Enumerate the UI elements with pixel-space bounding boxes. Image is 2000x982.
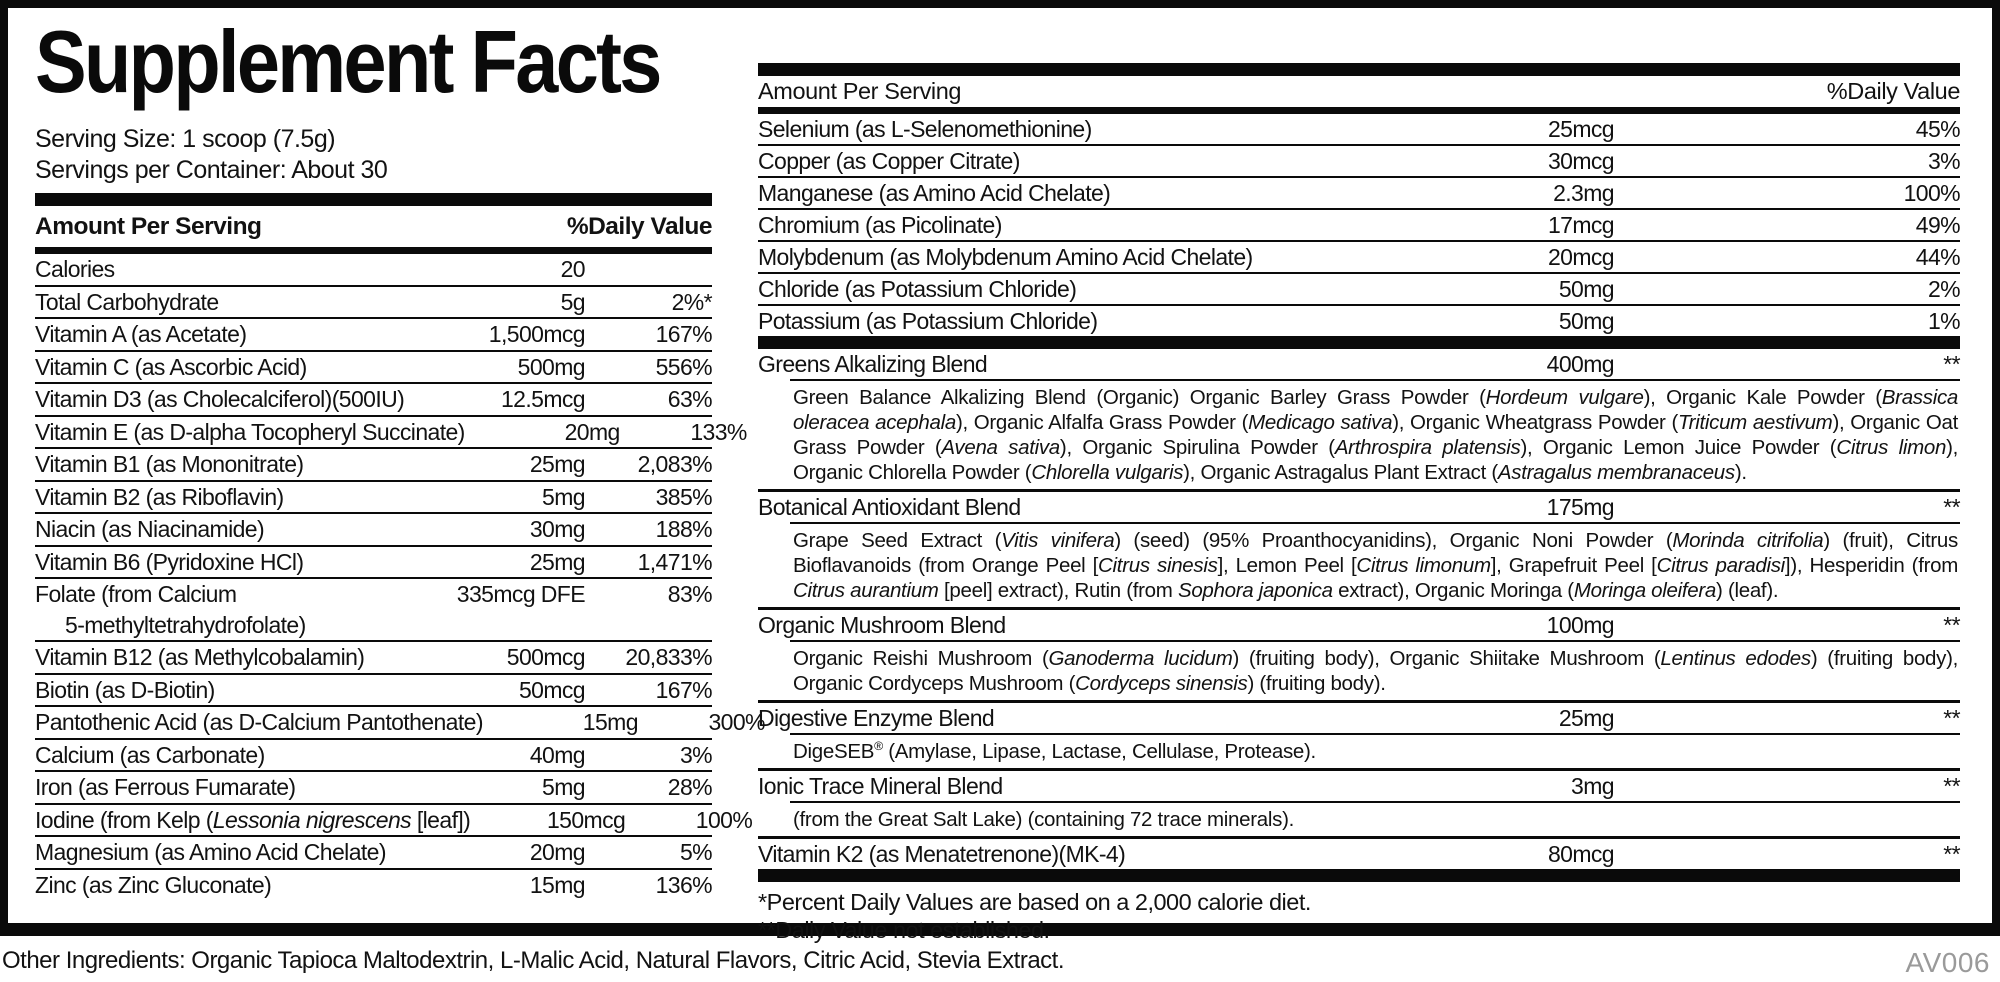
blend-name: Organic Mushroom Blend — [758, 612, 1006, 638]
blend-dv: ** — [1943, 841, 1960, 867]
header-amount-label: Amount Per Serving — [35, 213, 262, 240]
blend-dv: ** — [1943, 351, 1960, 377]
blend-section — [758, 703, 1960, 771]
blend-dv: ** — [1943, 612, 1960, 638]
nutrient-name — [35, 772, 430, 803]
nutrient-name-text: Vitamin B2 (as Riboflavin) — [35, 483, 284, 510]
blend-amount: 175mg — [1546, 494, 1614, 520]
table-row — [35, 382, 712, 415]
nutrient-name: Manganese (as Amino Acid Chelate) — [758, 180, 1111, 206]
blend-dv: ** — [1943, 705, 1960, 731]
nutrient-dv: 45% — [1915, 116, 1960, 142]
nutrient-dv: 300% — [708, 709, 765, 735]
nutrient-name — [35, 837, 430, 868]
blend-description: DigeSEB® (Amylase, Lipase, Lactase, Cellulase, Protease). — [790, 733, 1960, 768]
nutrient-amount: 15mg — [529, 871, 585, 898]
table-row — [35, 835, 712, 868]
nutrient-name — [35, 482, 430, 513]
nutrient-amount: 335mcg DFE — [456, 581, 585, 607]
divider-bar-medium — [35, 247, 712, 254]
nutrient-name — [35, 870, 430, 901]
nutrient-dv: 1% — [1927, 308, 1960, 334]
table-row — [35, 803, 753, 836]
nutrient-name — [35, 319, 430, 350]
table-row — [758, 304, 1960, 336]
nutrient-name: Potassium (as Potassium Chloride) — [758, 308, 1098, 334]
footnote-daily-values: *Percent Daily Values are based on a 2,000 calorie diet. — [758, 889, 1311, 915]
nutrient-dv: 5% — [679, 839, 712, 865]
nutrient-name-text: Biotin (as D-Biotin) — [35, 676, 215, 703]
table-row — [35, 577, 712, 640]
right-table-header — [758, 76, 1960, 107]
table-row — [35, 640, 712, 673]
table-row — [35, 317, 712, 350]
table-row — [35, 868, 712, 901]
nutrient-dv: 44% — [1915, 244, 1960, 270]
nutrient-name-text: Calories — [35, 256, 115, 282]
table-row — [35, 673, 712, 706]
blend-amount: 25mg — [1558, 705, 1614, 731]
nutrient-name-text: Total Carbohydrate — [35, 288, 219, 315]
header-dv-label: %Daily Value — [566, 213, 712, 240]
nutrient-dv: 100% — [1903, 180, 1960, 206]
nutrient-name-text: Vitamin D3 (as Cholecalciferol)(500IU) — [35, 386, 405, 412]
nutrient-name — [35, 352, 430, 383]
nutrient-name — [35, 417, 465, 448]
nutrient-name — [35, 707, 483, 738]
blend-description: Organic Reishi Mushroom (Ganoderma lucidum) (fruiting body), Organic Shiitake Mushroom (Lentinus edodes) (fruiting body), Organic Cordyceps Mushroom (Cordyceps sinensis) (fruiting body). — [790, 640, 1960, 700]
nutrient-amount: 5g — [560, 288, 585, 315]
serving-size: Serving Size: 1 scoop (7.5g) — [35, 125, 336, 153]
table-row — [35, 254, 712, 285]
nutrient-name — [35, 449, 430, 480]
blend-name: Digestive Enzyme Blend — [758, 705, 995, 731]
nutrient-name: Chloride (as Potassium Chloride) — [758, 276, 1077, 302]
table-row — [35, 545, 712, 578]
blend-dv: ** — [1943, 773, 1960, 799]
table-row — [35, 285, 712, 318]
left-table-header — [35, 206, 712, 247]
blend-amount: 100mg — [1546, 612, 1614, 638]
nutrient-name-text: Zinc (as Zinc Gluconate) — [35, 871, 272, 898]
nutrient-amount: 20mcg — [1547, 244, 1614, 270]
nutrient-amount: 25mg — [529, 451, 585, 477]
table-row — [758, 240, 1960, 272]
nutrient-name-text: Vitamin E (as D-alpha Tocopheryl Succinate) — [35, 418, 465, 445]
nutrient-name-text: Vitamin B1 (as Mononitrate) — [35, 451, 304, 477]
blend-dv: ** — [1943, 494, 1960, 520]
nutrient-dv: 63% — [667, 386, 712, 412]
nutrient-dv: 2% — [1927, 276, 1960, 302]
nutrient-amount: 20mg — [564, 418, 620, 445]
divider-bar-medium — [758, 107, 1960, 114]
nutrient-name — [35, 740, 430, 771]
blend-sections — [758, 349, 1960, 869]
nutrient-name-text: Vitamin B6 (Pyridoxine HCl) — [35, 548, 304, 575]
left-column — [35, 8, 765, 923]
nutrient-name-text: Magnesium (as Amino Acid Chelate) — [35, 839, 386, 865]
nutrient-dv: 2,083% — [637, 451, 712, 477]
table-row — [758, 114, 1960, 144]
table-row — [758, 176, 1960, 208]
nutrient-dv: 167% — [655, 676, 712, 703]
nutrient-name — [35, 579, 430, 640]
nutrient-amount: 20mg — [529, 839, 585, 865]
nutrient-name-text: Vitamin B12 (as Methylcobalamin) — [35, 644, 365, 670]
nutrient-amount: 150mcg — [546, 806, 626, 833]
table-row — [35, 480, 712, 513]
blend-amount: 400mg — [1546, 351, 1614, 377]
nutrient-amount: 12.5mcg — [500, 386, 585, 412]
footnotes — [758, 888, 1960, 944]
nutrient-dv: 556% — [655, 353, 712, 380]
supplement-facts-title: Supplement Facts — [35, 12, 660, 111]
nutrient-amount: 500mcg — [506, 644, 585, 670]
nutrient-name — [35, 805, 470, 836]
nutrient-name — [35, 254, 430, 285]
nutrient-amount: 30mcg — [1547, 148, 1614, 174]
nutrient-name: Molybdenum (as Molybdenum Amino Acid Chelate) — [758, 244, 1253, 270]
nutrient-amount: 50mcg — [518, 676, 585, 703]
blend-section — [758, 492, 1960, 610]
blend-row — [758, 839, 1960, 869]
table-row — [758, 272, 1960, 304]
nutrient-amount: 500mg — [517, 353, 585, 380]
nutrient-amount: 5mg — [542, 774, 585, 800]
nutrient-name-text: Iron (as Ferrous Fumarate) — [35, 774, 296, 800]
nutrient-name-text: Iodine (from Kelp (Lessonia nigrescens [leaf]) — [35, 806, 471, 833]
blend-row — [758, 771, 1960, 801]
blend-row — [758, 610, 1960, 640]
nutrient-name-text: Niacin (as Niacinamide) — [35, 516, 265, 542]
product-code: AV006 — [1905, 947, 1990, 978]
nutrient-amount: 40mg — [529, 741, 585, 768]
nutrient-dv: 1,471% — [637, 548, 712, 575]
blend-section — [758, 839, 1960, 869]
nutrient-amount: 2.3mg — [1553, 180, 1614, 206]
blend-section — [758, 349, 1960, 492]
nutrient-dv: 133% — [690, 418, 747, 445]
nutrient-name: Copper (as Copper Citrate) — [758, 148, 1020, 174]
footnote-not-established: **Daily Value not established. — [758, 917, 1050, 943]
right-column — [758, 8, 1960, 943]
nutrient-amount: 1,500mcg — [488, 321, 585, 347]
nutrient-name-text: Folate (from Calcium — [35, 581, 237, 607]
table-row — [35, 512, 712, 545]
table-row — [758, 208, 1960, 240]
serving-info — [35, 124, 712, 186]
table-row — [35, 350, 712, 383]
nutrient-dv: 20,833% — [625, 644, 712, 670]
blend-row — [758, 703, 1960, 733]
blend-row — [758, 492, 1960, 522]
nutrient-name-line2: 5-methyltetrahydrofolate) — [65, 611, 306, 638]
table-row — [35, 770, 712, 803]
nutrient-dv: 2%* — [671, 288, 712, 315]
nutrient-dv: 167% — [655, 321, 712, 347]
nutrient-amount: 15mg — [582, 709, 638, 735]
nutrient-name — [35, 642, 430, 673]
nutrient-name: Chromium (as Picolinate) — [758, 212, 1002, 238]
divider-bar-thick — [758, 869, 1960, 882]
right-nutrient-rows — [758, 114, 1960, 336]
divider-bar-thick — [758, 336, 1960, 349]
blend-description: Grape Seed Extract (Vitis vinifera) (seed) (95% Proanthocyanidins), Organic Noni Powder (Morinda citrifolia) (fruit), Citrus Bioflavanoids (from Orange Peel [Citrus sinesis], Lemon Peel [Citrus limonum], Grapefruit Peel [Citrus paradisi]), Hesperidin (from Citrus aurantium [peel] extract), Rutin (from Sophora japonica extract), Organic Moringa (Moringa oleifera) (leaf). — [790, 522, 1960, 607]
nutrient-name — [35, 675, 430, 706]
nutrient-name — [35, 547, 430, 578]
left-nutrient-rows — [35, 254, 765, 900]
nutrient-name-text: Pantothenic Acid (as D-Calcium Pantothenate) — [35, 709, 483, 735]
header-amount-label: Amount Per Serving — [758, 78, 962, 104]
blend-section — [758, 610, 1960, 703]
nutrient-amount: 25mg — [529, 548, 585, 575]
nutrient-amount: 50mg — [1558, 308, 1614, 334]
nutrient-dv: 83% — [667, 581, 712, 607]
blend-amount: 3mg — [1571, 773, 1614, 799]
blend-row — [758, 349, 1960, 379]
divider-bar-thick — [758, 63, 1960, 76]
nutrient-amount: 17mcg — [1547, 212, 1614, 238]
nutrient-name — [35, 287, 430, 318]
servings-per-container: Servings per Container: About 30 — [35, 156, 388, 184]
nutrient-name-text: Calcium (as Carbonate) — [35, 741, 265, 768]
nutrient-dv: 136% — [655, 871, 712, 898]
nutrient-dv: 3% — [679, 741, 712, 768]
table-row — [758, 144, 1960, 176]
blend-description: Green Balance Alkalizing Blend (Organic) Organic Barley Grass Powder (Hordeum vulgare), Organic Kale Powder (Brassica oleracea acephala), Organic Alfalfa Grass Powder (Medicago sativa), Organic Wheatgrass Powder (Triticum aestivum), Organic Oat Grass Powder (Avena sativa), Organic Spirulina Powder (Arthrospira platensis), Organic Lemon Juice Powder (Citrus limon), Organic Chlorella Powder (Chlorella vulgaris), Organic Astragalus Plant Extract (Astragalus membranaceus). — [790, 379, 1960, 489]
table-row — [35, 415, 747, 448]
table-row — [35, 447, 712, 480]
blend-name: Vitamin K2 (as Menatetrenone)(MK-4) — [758, 841, 1126, 867]
nutrient-amount: 20 — [560, 256, 585, 282]
blend-amount: 80mcg — [1547, 841, 1614, 867]
header-dv-label: %Daily Value — [1826, 78, 1960, 104]
nutrient-amount: 30mg — [529, 516, 585, 542]
blend-section — [758, 771, 1960, 839]
nutrient-amount: 50mg — [1558, 276, 1614, 302]
nutrient-dv: 100% — [695, 806, 753, 833]
divider-bar-thick — [35, 193, 712, 206]
nutrient-name-text: Vitamin A (as Acetate) — [35, 321, 247, 347]
table-row — [35, 738, 712, 771]
nutrient-dv: 385% — [655, 483, 712, 510]
nutrient-amount: 25mcg — [1547, 116, 1614, 142]
table-row — [35, 705, 765, 738]
nutrient-amount: 5mg — [542, 483, 585, 510]
blend-name: Greens Alkalizing Blend — [758, 351, 988, 377]
nutrient-name — [35, 384, 430, 415]
nutrient-dv: 188% — [655, 516, 712, 542]
nutrient-name-text: Vitamin C (as Ascorbic Acid) — [35, 353, 307, 380]
blend-description: (from the Great Salt Lake) (containing 72 trace minerals). — [790, 801, 1960, 836]
nutrient-name — [35, 514, 430, 545]
blend-name: Botanical Antioxidant Blend — [758, 494, 1021, 520]
nutrient-dv: 3% — [1927, 148, 1960, 174]
other-ingredients: Other Ingredients: Organic Tapioca Maltodextrin, L-Malic Acid, Natural Flavors, Citric Acid, Stevia Extract. — [2, 947, 1064, 974]
blend-name: Ionic Trace Mineral Blend — [758, 773, 1003, 799]
nutrient-name: Selenium (as L-Selenomethionine) — [758, 116, 1092, 142]
nutrient-dv: 28% — [667, 774, 712, 800]
nutrient-dv: 49% — [1915, 212, 1960, 238]
